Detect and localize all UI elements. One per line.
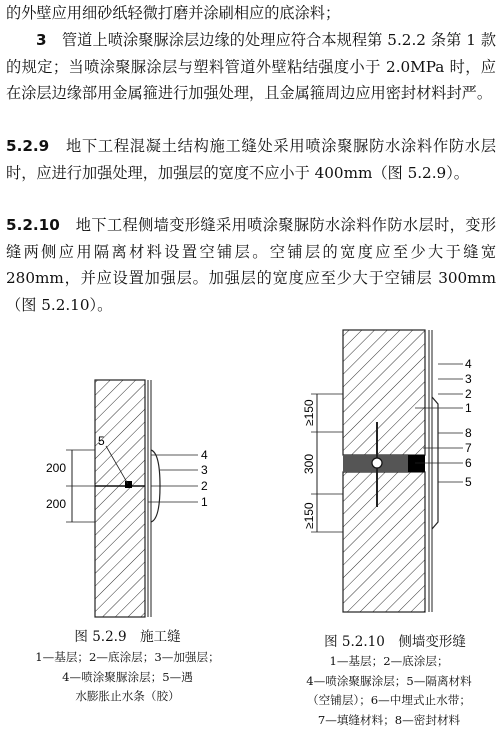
- dimension-150-bottom: ≥150: [302, 502, 316, 529]
- dimension-200-top: 200: [46, 461, 67, 475]
- label-1: 1: [465, 401, 472, 415]
- concrete-base: [95, 380, 145, 617]
- label-6: 6: [465, 456, 472, 470]
- clause-5-2-9: [6, 133, 496, 186]
- legend-line: 1—基层；2—底涂层；3—加强层；: [35, 650, 220, 664]
- figure-construction-joint: [0, 350, 250, 622]
- legend-line: 7—填缝材料；8—密封材料: [317, 712, 461, 727]
- figure-1-caption: 图 5.2.9 施工缝: [74, 629, 181, 645]
- label-3: 3: [465, 372, 472, 386]
- label-5: 5: [98, 434, 105, 448]
- sealant: [408, 455, 425, 472]
- clause-text: 地下工程侧墙变形缝采用喷涂聚脲防水涂料作防水层时，变形缝两侧应用隔离材料设置空铺层。空铺层的宽度应至少大于缝宽 280mm，并应设置加强层。加强层的宽度应至少大于空铺层 300mm（图 5.2.10）。: [6, 216, 496, 314]
- concrete-base-lower: [343, 472, 425, 612]
- figure-2-caption: 图 5.2.10 侧墙变形缝: [324, 634, 466, 650]
- label-1: 1: [201, 495, 208, 509]
- clause-text: 地下工程混凝土结构施工缝处采用喷涂聚脲防水涂料作防水层时，应进行加强处理，加强层的宽度不应小于 400mm（图 5.2.9）。: [6, 137, 497, 182]
- paragraph-continuation: 的外壁应用细砂纸轻微打磨并涂刷相应的底涂料；: [6, 4, 341, 22]
- label-7: 7: [465, 441, 472, 455]
- label-3: 3: [201, 463, 208, 477]
- label-8: 8: [465, 426, 472, 440]
- dimension-200-bottom: 200: [46, 497, 67, 511]
- figure-2-legend: [276, 652, 502, 730]
- dimension-300: 300: [302, 453, 316, 474]
- figure-deformation-joint: [255, 322, 502, 620]
- item-number: 3: [36, 31, 47, 49]
- legend-line: 4—喷涂聚脲涂层；5—隔离材料: [306, 673, 472, 688]
- legend-line: （空铺层）；6—中埋式止水带；: [307, 693, 471, 707]
- clause-number: 5.2.10: [6, 216, 60, 234]
- legend-line: 1—基层；2—底涂层；: [329, 654, 449, 668]
- label-4: 4: [201, 448, 208, 462]
- label-5: 5: [465, 475, 472, 489]
- label-2: 2: [201, 479, 208, 493]
- paragraph-text: 管道上喷涂聚脲涂层边缘的处理应符合本规程第 5.2.2 条第 1 款的规定；当喷涂聚脲涂层与塑料管道外壁粘结强度小于 2.0MPa 时，应在涂层边缘部用金属箍进行加强处理，且金属箍周边应用密封材料封严。: [6, 31, 497, 102]
- paragraph-item-3: [6, 27, 496, 107]
- dimension-150-top: ≥150: [302, 399, 316, 426]
- legend-line: 水膨胀止水条（胶）: [75, 689, 180, 703]
- waterstop-strip: [125, 481, 132, 488]
- concrete-base-upper: [343, 330, 425, 455]
- label-2: 2: [465, 387, 472, 401]
- clause-5-2-10: [6, 212, 496, 318]
- clause-number: 5.2.9: [6, 137, 50, 155]
- waterstop-bulb: [372, 458, 382, 468]
- legend-line: 4—喷涂聚脲涂层；5—遇: [62, 669, 193, 684]
- label-4: 4: [465, 357, 472, 371]
- figure-1-legend: [5, 648, 250, 707]
